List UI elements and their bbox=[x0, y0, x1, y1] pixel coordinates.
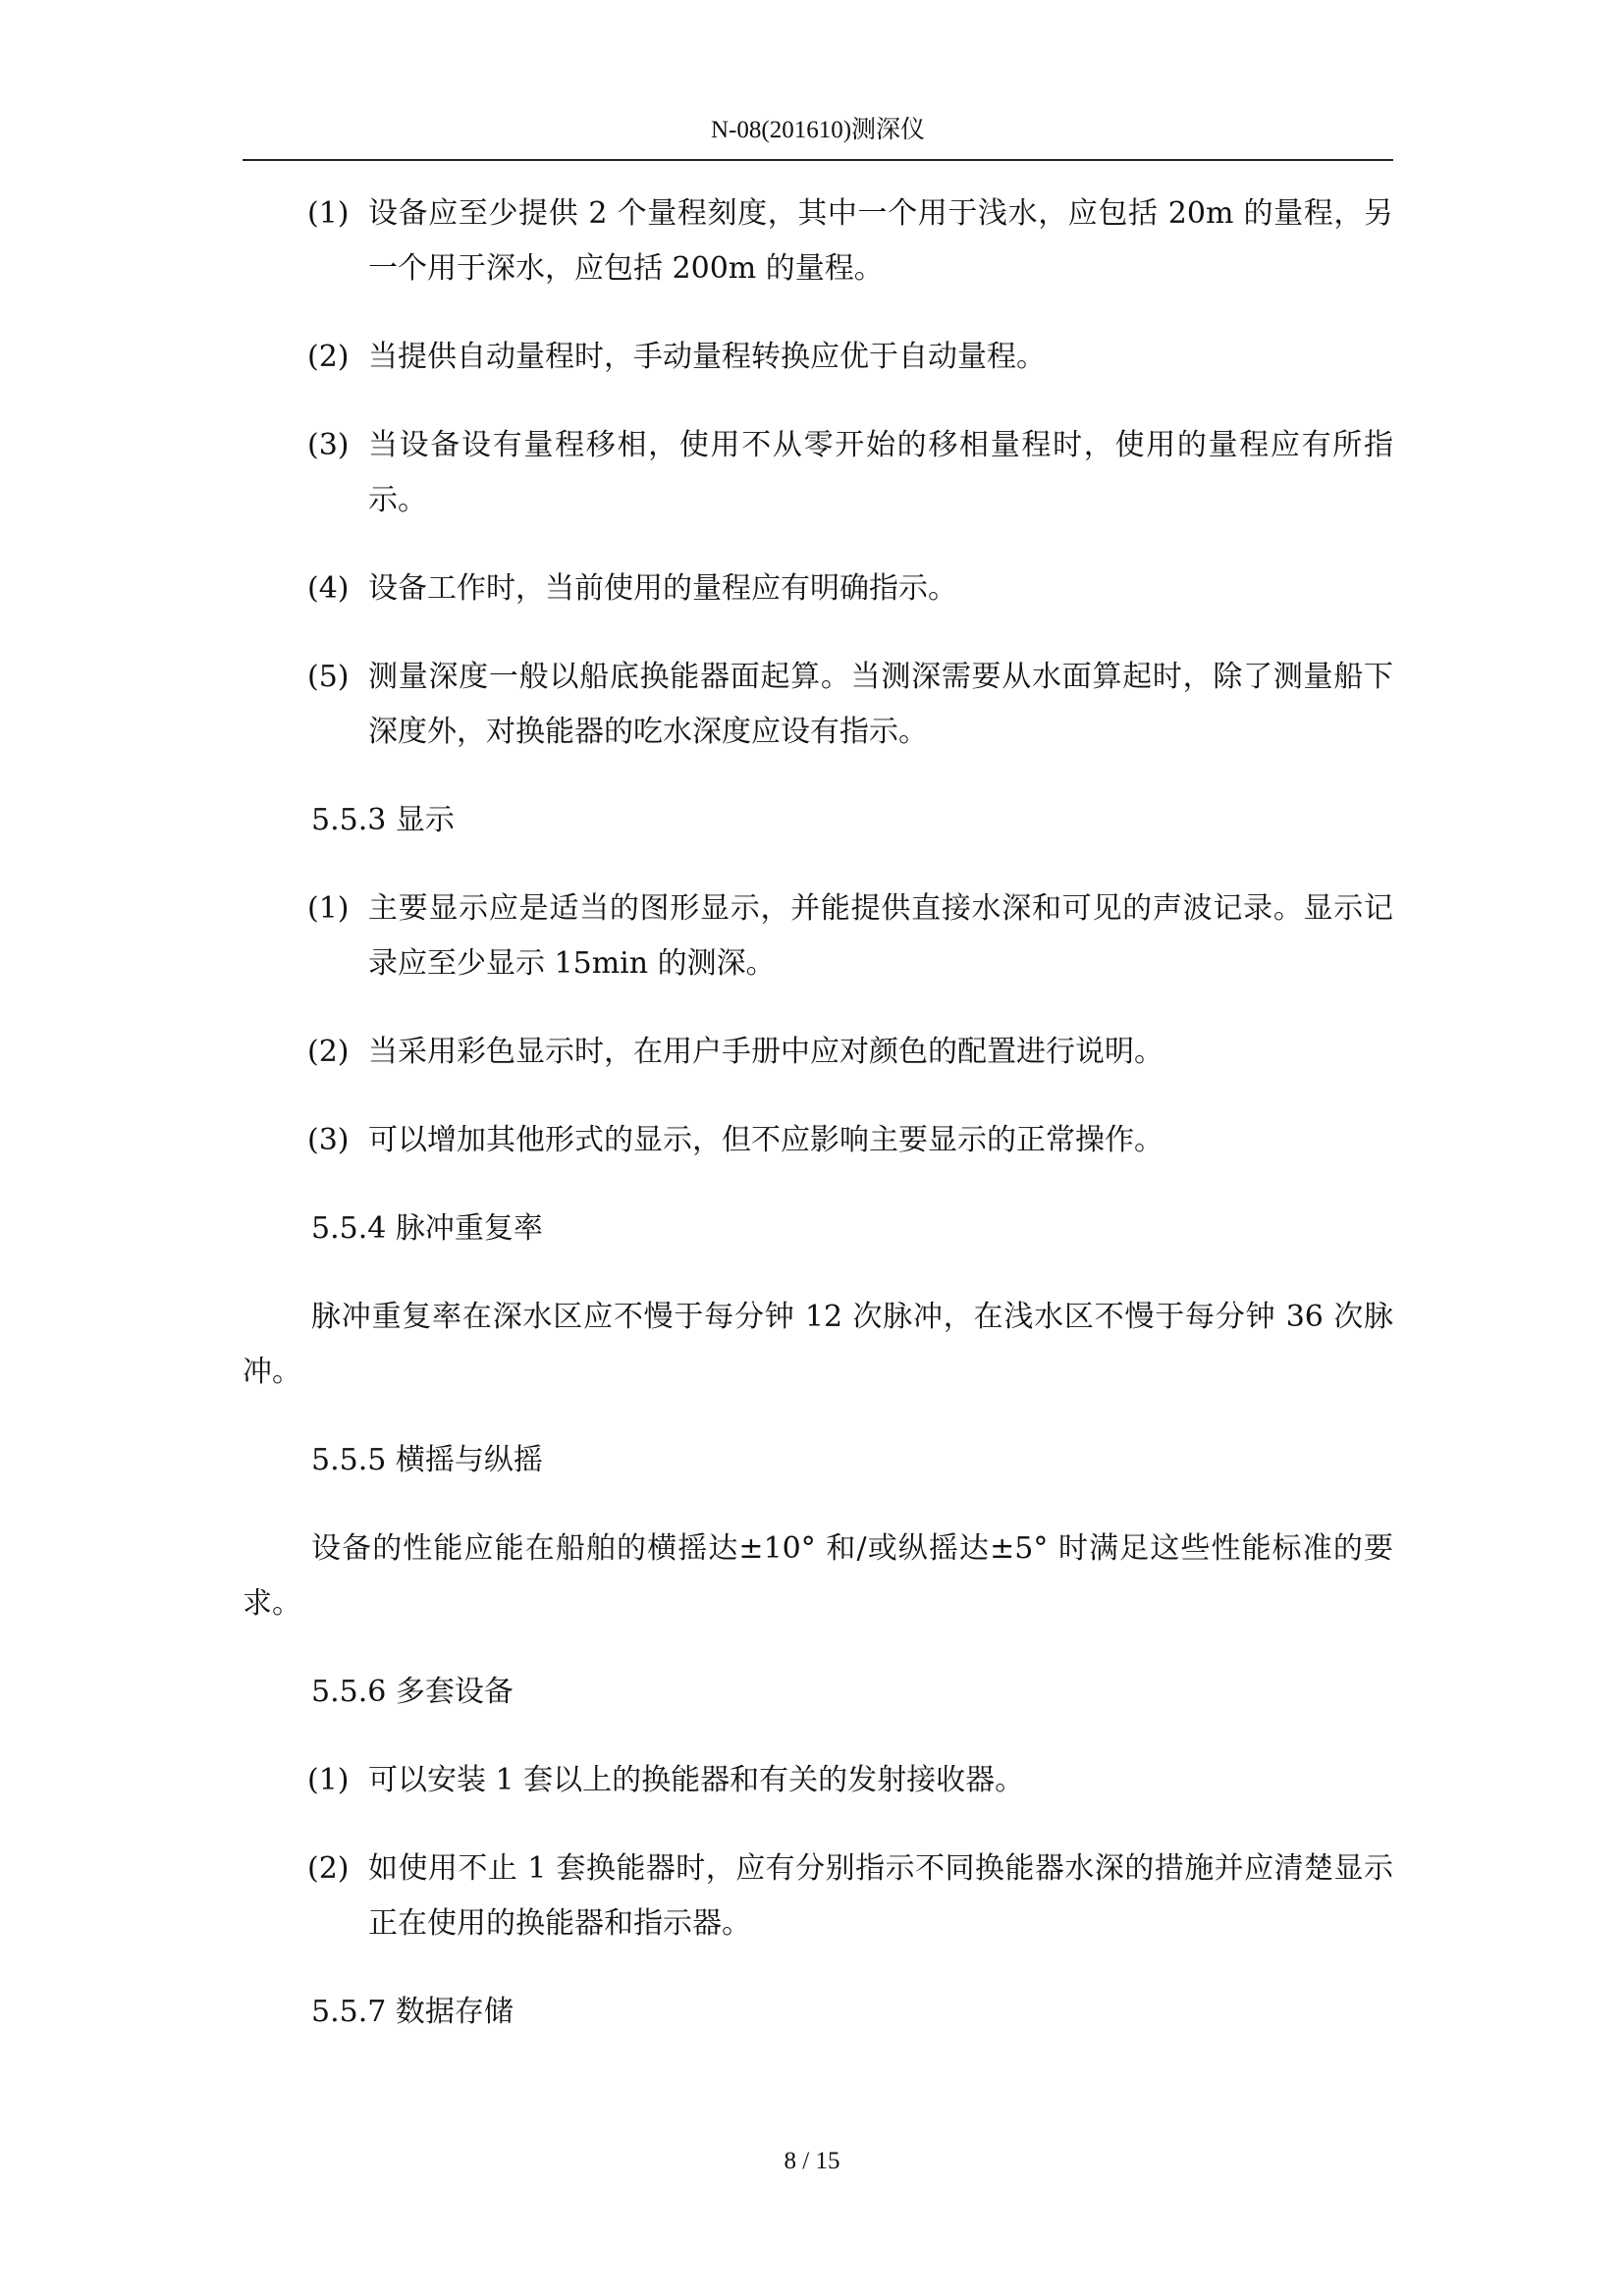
document-body bbox=[243, 187, 1393, 2073]
item-text: 可以增加其他形式的显示，但不应影响主要显示的正常操作。 bbox=[368, 1123, 1164, 1157]
list-item bbox=[243, 561, 1393, 616]
section-heading-display: 5.5.3 显示 bbox=[311, 803, 455, 837]
item-number: (2) bbox=[307, 1035, 350, 1069]
list-item bbox=[243, 1025, 1393, 1080]
paragraph-pulse-rate: 脉冲重复率在深水区应不慢于每分钟 12 次脉冲，在浅水区不慢于每分钟 36 次脉冲。 bbox=[243, 1300, 1393, 1389]
item-text: 当采用彩色显示时，在用户手册中应对颜色的配置进行说明。 bbox=[368, 1035, 1164, 1069]
item-text: 测量深度一般以船底换能器面起算。当测深需要从水面算起时，除了测量船下深度外，对换能器的吃水深度应设有指示。 bbox=[368, 660, 1393, 749]
item-number: (1) bbox=[307, 891, 350, 926]
item-number: (3) bbox=[307, 428, 350, 462]
section-heading-data-storage: 5.5.7 数据存储 bbox=[311, 1995, 514, 2029]
paragraph-roll-pitch: 设备的性能应能在船舶的横摇达±10° 和/或纵摇达±5° 时满足这些性能标准的要求。 bbox=[243, 1531, 1393, 1621]
page-header bbox=[243, 116, 1393, 161]
section-heading-roll-pitch: 5.5.5 横摇与纵摇 bbox=[311, 1443, 543, 1477]
item-number: (3) bbox=[307, 1123, 350, 1157]
item-text: 主要显示应是适当的图形显示，并能提供直接水深和可见的声波记录。显示记录应至少显示 15min 的测深。 bbox=[368, 891, 1393, 981]
item-number: (2) bbox=[307, 340, 350, 374]
list-item bbox=[243, 418, 1393, 528]
list-item bbox=[243, 1842, 1393, 1951]
page-number: 8 / 15 bbox=[784, 2148, 840, 2174]
item-number: (4) bbox=[307, 571, 350, 606]
list-item bbox=[243, 330, 1393, 385]
item-text: 可以安装 1 套以上的换能器和有关的发射接收器。 bbox=[368, 1763, 1025, 1797]
item-text: 如使用不止 1 套换能器时，应有分别指示不同换能器水深的措施并应清楚显示正在使用的换能器和指示器。 bbox=[368, 1851, 1393, 1941]
list-item bbox=[243, 1753, 1393, 1808]
item-text: 设备工作时，当前使用的量程应有明确指示。 bbox=[368, 571, 957, 606]
item-text: 设备应至少提供 2 个量程刻度，其中一个用于浅水，应包括 20m 的量程，另一个用于深水，应包括 200m 的量程。 bbox=[368, 196, 1393, 286]
list-item bbox=[243, 187, 1393, 296]
section-heading-multiple-equipment: 5.5.6 多套设备 bbox=[311, 1675, 514, 1709]
item-number: (5) bbox=[307, 660, 350, 694]
list-item bbox=[243, 1113, 1393, 1168]
item-number: (1) bbox=[307, 1763, 350, 1797]
item-text: 当设备设有量程移相，使用不从零开始的移相量程时，使用的量程应有所指示。 bbox=[368, 428, 1393, 517]
list-item bbox=[243, 650, 1393, 760]
section-heading-pulse-rate: 5.5.4 脉冲重复率 bbox=[311, 1211, 543, 1246]
item-number: (1) bbox=[307, 196, 350, 231]
item-text: 当提供自动量程时，手动量程转换应优于自动量程。 bbox=[368, 340, 1046, 374]
list-item bbox=[243, 881, 1393, 991]
item-number: (2) bbox=[307, 1851, 350, 1886]
document-title: N-08(201610)测深仪 bbox=[710, 117, 926, 143]
